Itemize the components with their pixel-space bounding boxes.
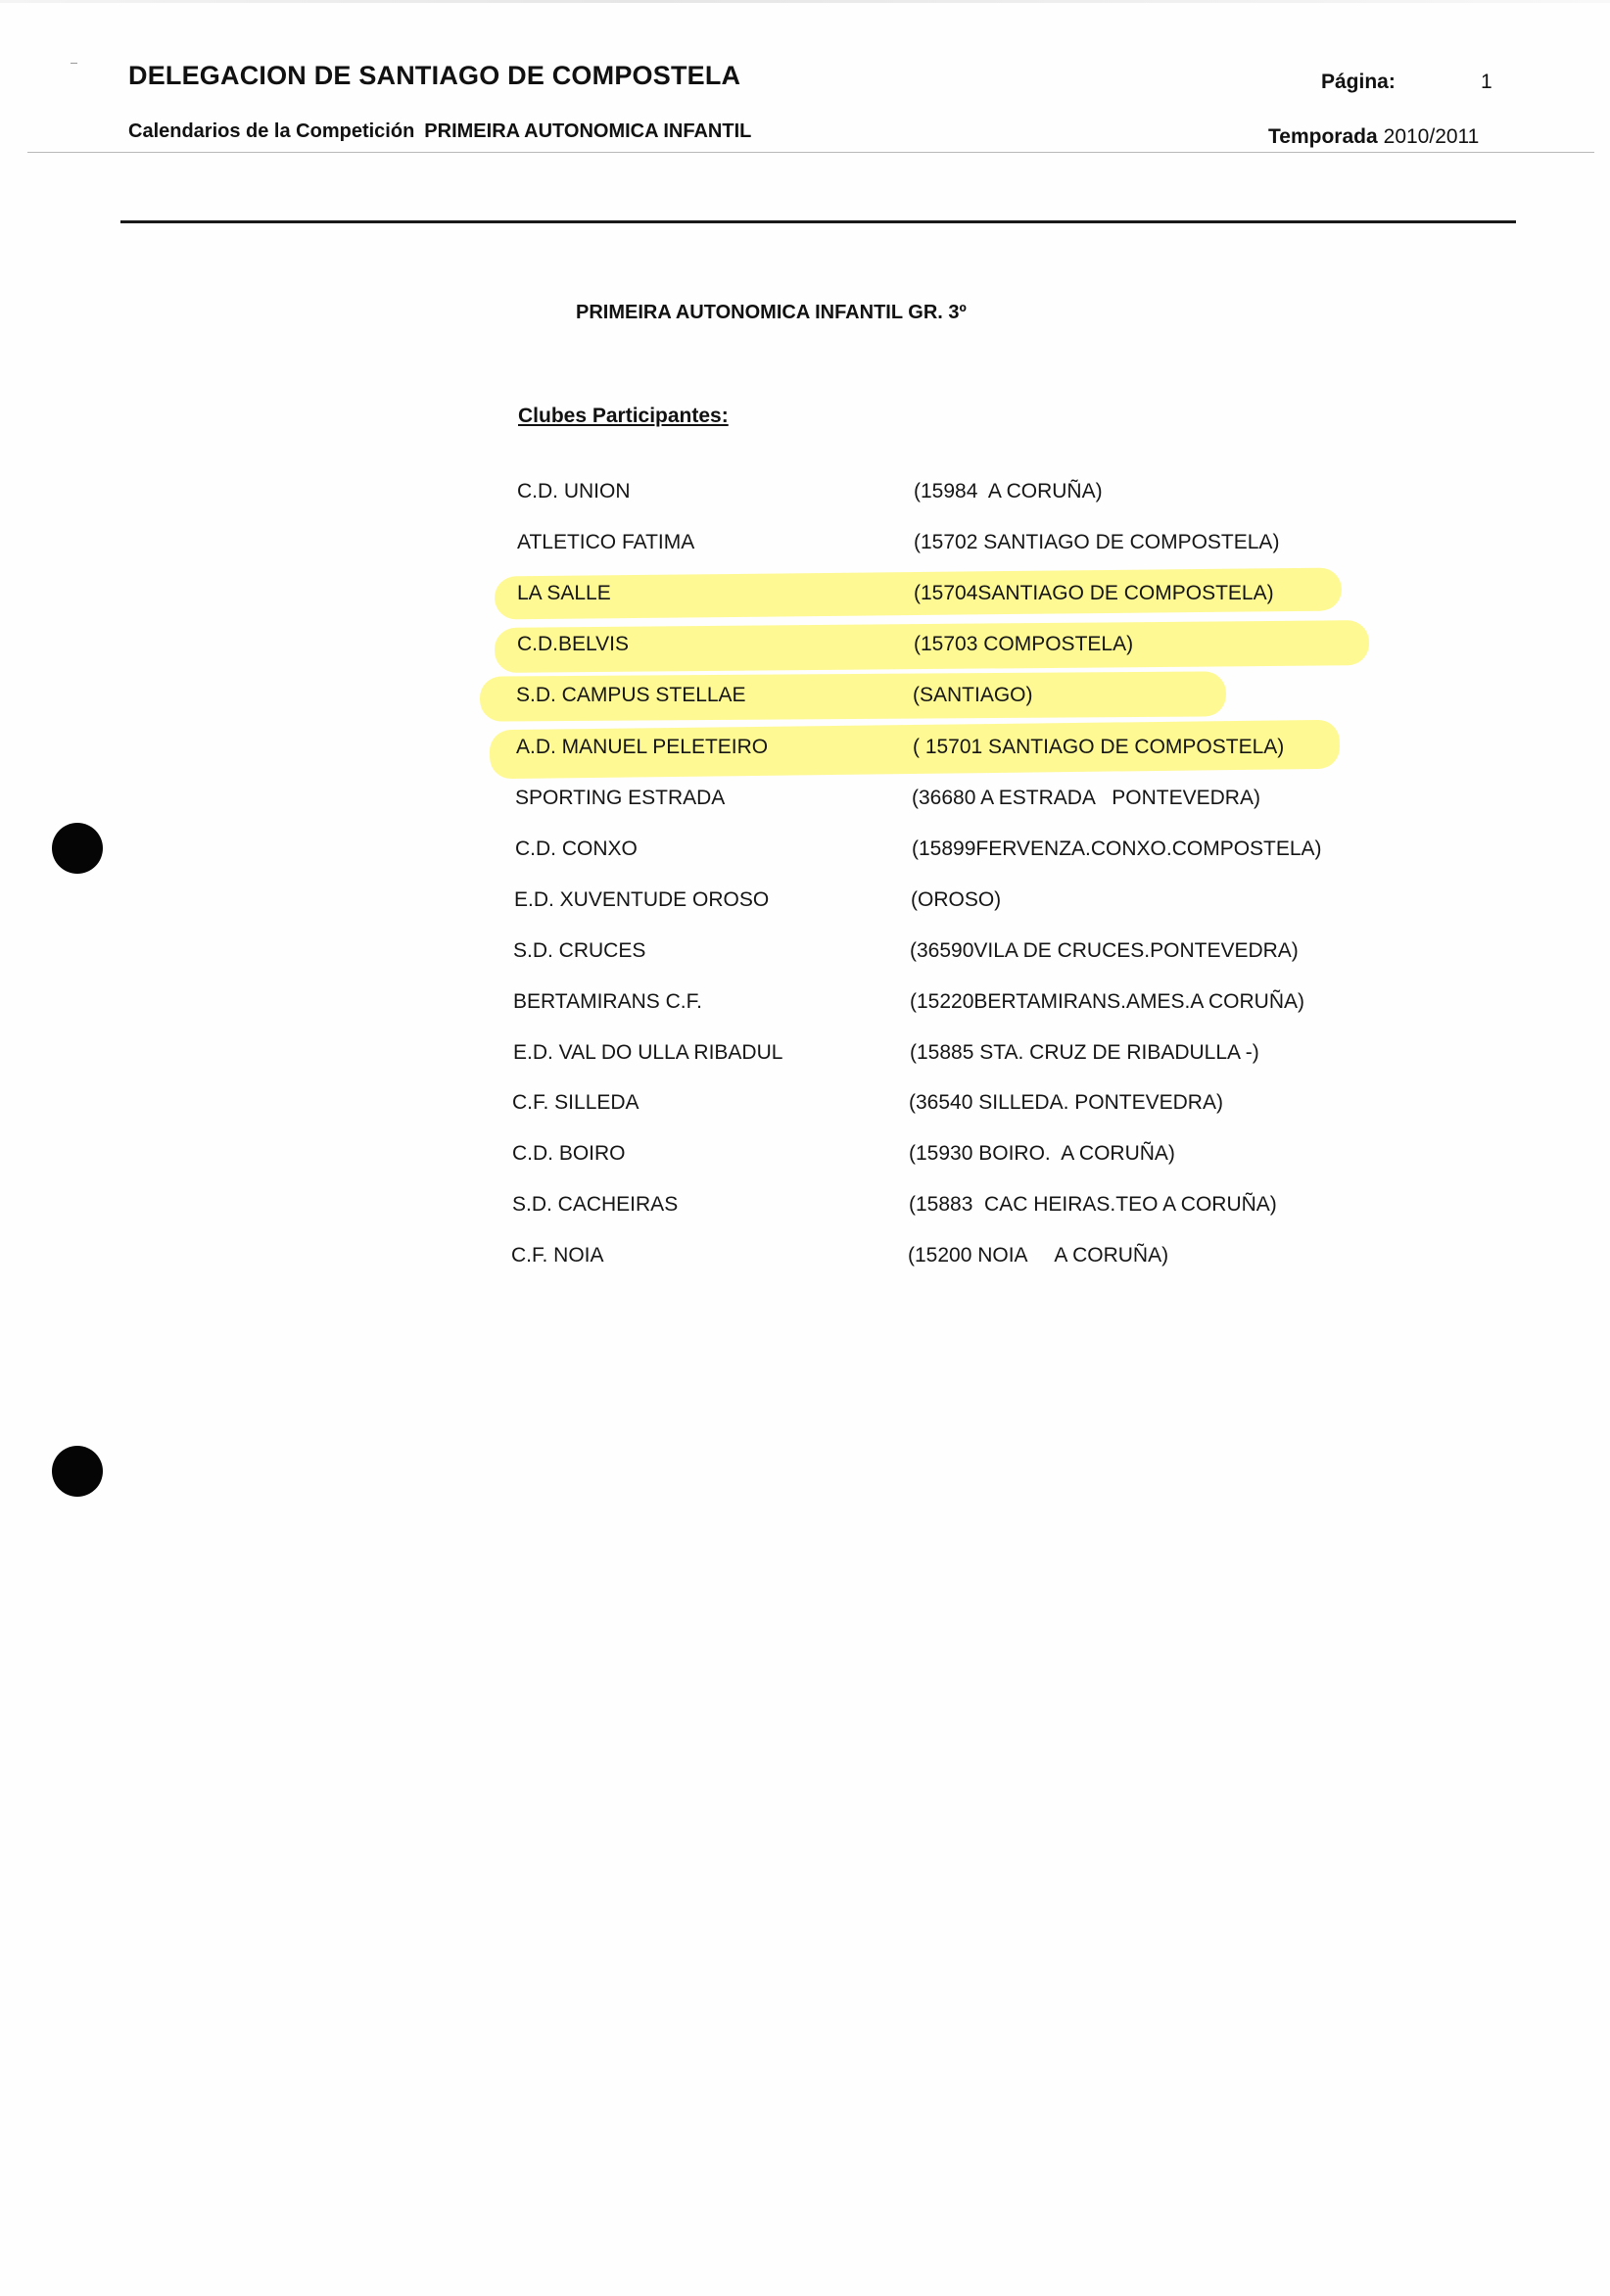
- club-name: LA SALLE: [517, 582, 611, 604]
- club-location: ( 15701 SANTIAGO DE COMPOSTELA): [913, 736, 1285, 758]
- section-title: PRIMEIRA AUTONOMICA INFANTIL GR. 3º: [576, 302, 967, 323]
- club-name: S.D. CRUCES: [513, 939, 646, 962]
- club-row: [517, 582, 1594, 611]
- club-row: [515, 787, 1592, 816]
- club-row: [513, 1041, 1590, 1071]
- club-row: [517, 633, 1594, 662]
- season-value: 2010/2011: [1383, 125, 1480, 148]
- club-location: (36590VILA DE CRUCES.PONTEVEDRA): [910, 939, 1299, 962]
- page-number: 1: [1481, 71, 1492, 93]
- club-location: (SANTIAGO): [913, 684, 1033, 706]
- header-title: DELEGACION DE SANTIAGO DE COMPOSTELA: [128, 61, 741, 90]
- club-location: (36540 SILLEDA. PONTEVEDRA): [909, 1091, 1223, 1114]
- club-location: (36680 A ESTRADA PONTEVEDRA): [912, 787, 1260, 809]
- club-row: [517, 531, 1594, 560]
- clubs-heading: Clubes Participantes:: [518, 405, 729, 427]
- club-row: [517, 480, 1594, 509]
- subtitle-prefix: Calendarios de la Competición: [128, 120, 415, 142]
- club-name: C.F. SILLEDA: [512, 1091, 639, 1114]
- page-label: Página:: [1321, 71, 1396, 93]
- club-name: BERTAMIRANS C.F.: [513, 990, 702, 1013]
- club-row: [515, 837, 1592, 867]
- club-location: (15885 STA. CRUZ DE RIBADULLA -): [910, 1041, 1259, 1064]
- punch-hole: [52, 823, 103, 874]
- club-name: C.D. BOIRO: [512, 1142, 626, 1165]
- club-location: (15200 NOIA A CORUÑA): [908, 1244, 1169, 1267]
- club-name: E.D. VAL DO ULLA RIBADUL: [513, 1041, 783, 1064]
- club-name: C.F. NOIA: [511, 1244, 604, 1267]
- club-row: [513, 939, 1590, 969]
- club-row: [514, 888, 1591, 918]
- club-name: C.D. CONXO: [515, 837, 638, 860]
- season-label: Temporada: [1268, 125, 1378, 148]
- club-row: [516, 684, 1593, 713]
- club-location: (15899FERVENZA.CONXO.COMPOSTELA): [912, 837, 1322, 860]
- club-name: C.D.BELVIS: [517, 633, 629, 655]
- club-name: ATLETICO FATIMA: [517, 531, 695, 553]
- club-row: [513, 990, 1590, 1020]
- club-location: (15702 SANTIAGO DE COMPOSTELA): [914, 531, 1280, 553]
- club-row: [512, 1193, 1589, 1222]
- club-row: [512, 1091, 1589, 1121]
- club-location: (OROSO): [911, 888, 1002, 911]
- competition-name: PRIMEIRA AUTONOMICA INFANTIL: [424, 120, 752, 142]
- club-name: S.D. CACHEIRAS: [512, 1193, 679, 1216]
- club-row: [516, 736, 1593, 765]
- club-name: S.D. CAMPUS STELLAE: [516, 684, 746, 706]
- club-name: E.D. XUVENTUDE OROSO: [514, 888, 770, 911]
- club-name: SPORTING ESTRADA: [515, 787, 726, 809]
- club-row: [511, 1244, 1588, 1273]
- club-location: (15883 CAC HEIRAS.TEO A CORUÑA): [909, 1193, 1277, 1216]
- club-row: [512, 1142, 1589, 1172]
- club-location: (15220BERTAMIRANS.AMES.A CORUÑA): [910, 990, 1304, 1013]
- club-name: A.D. MANUEL PELETEIRO: [516, 736, 769, 758]
- punch-hole: [52, 1446, 103, 1497]
- club-location: (15930 BOIRO. A CORUÑA): [909, 1142, 1175, 1165]
- club-name: C.D. UNION: [517, 480, 631, 502]
- club-location: (15703 COMPOSTELA): [914, 633, 1134, 655]
- club-location: (15704SANTIAGO DE COMPOSTELA): [914, 582, 1274, 604]
- club-location: (15984 A CORUÑA): [914, 480, 1103, 502]
